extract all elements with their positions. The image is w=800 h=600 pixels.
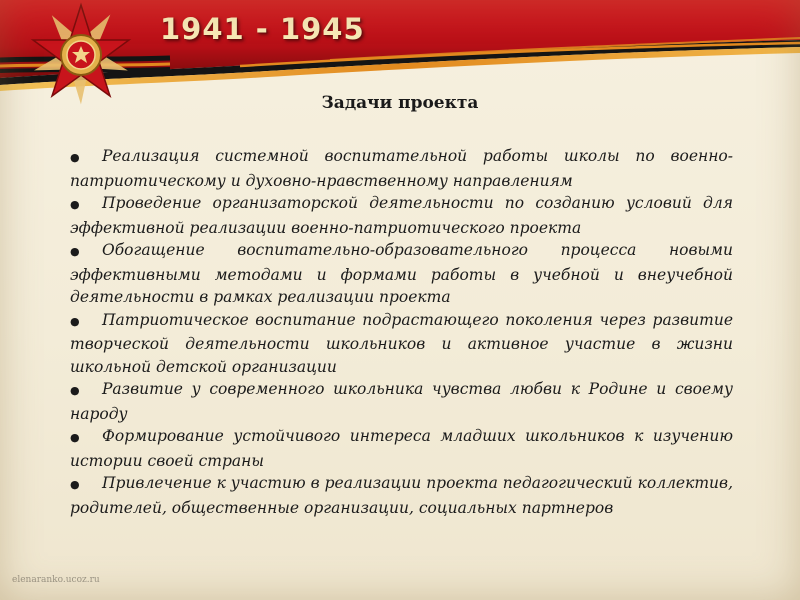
list-item	[70, 145, 733, 192]
list-item	[70, 378, 733, 425]
task-list	[70, 145, 733, 519]
list-item	[70, 309, 733, 379]
bullet-icon: ●	[70, 151, 80, 164]
list-item-text: Реализация системной воспитательной работы школы по военно-патриотическому и духовно-нравственному направлениям	[70, 147, 733, 190]
list-item-text: Патриотическое воспитание подрастающего поколения через развитие творческой деятельности школьников и активное участие в жизни школьной детской организации	[70, 310, 733, 376]
bullet-icon: ●	[70, 478, 80, 491]
list-item	[70, 192, 733, 239]
bullet-icon: ●	[70, 314, 80, 328]
page-title: Задачи проекта	[321, 93, 479, 113]
list-item	[70, 239, 733, 309]
list-item-text: Привлечение к участию в реализации проекта педагогический коллектив, родителей, общественные организации, социальных партнеров	[70, 474, 733, 517]
list-item-text: Проведение организаторской деятельности по созданию условий для эффективной реализации военно-патриотического проекта	[70, 194, 733, 237]
bullet-icon: ●	[70, 198, 80, 211]
bullet-icon: ●	[70, 384, 80, 397]
list-item-text: Развитие у современного школьника чувства любви к Родине и своему народу	[70, 380, 733, 423]
list-item	[70, 472, 733, 519]
years-title: 1941 - 1945	[160, 12, 365, 46]
list-item-text: Обогащение воспитательно-образовательного процесса новыми эффективными методами и формами работы в учебной и внеучебной деятельности в рамках реализации проекта	[70, 241, 733, 306]
list-item-text: Формирование устойчивого интереса младших школьников к изучению истории своей страны	[70, 427, 733, 470]
bullet-icon: ●	[70, 245, 80, 258]
list-item	[70, 425, 733, 472]
bullet-icon: ●	[70, 431, 80, 444]
watermark: elenaranko.ucoz.ru	[12, 575, 100, 585]
